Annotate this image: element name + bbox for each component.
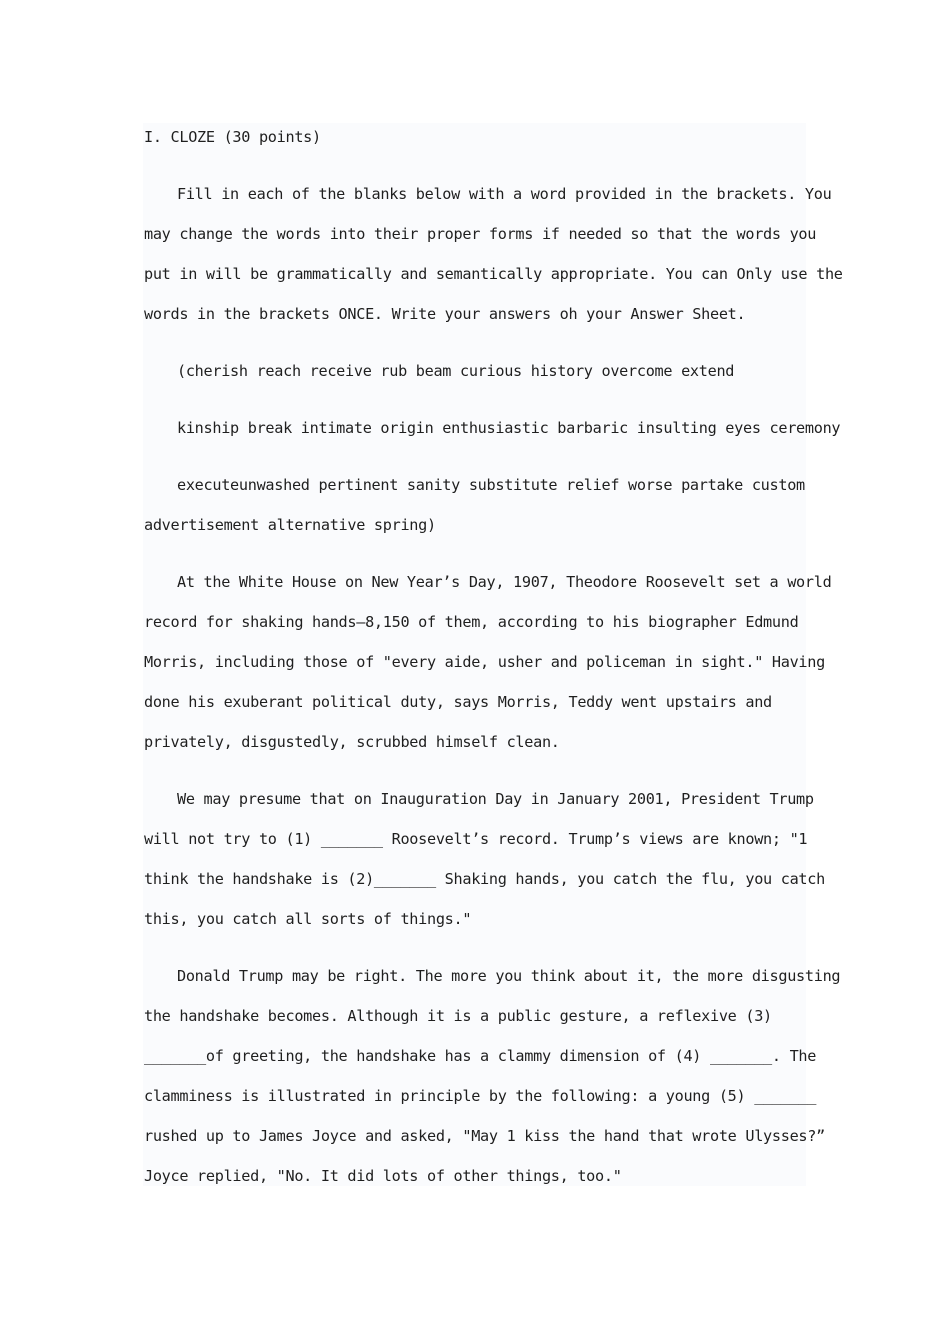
text-line: words in the brackets ONCE. Write your answers oh your Answer Sheet. [144,305,746,323]
text-line: Morris, including those of "every aide, usher and policeman in sight." Having [144,653,825,671]
text-line: may change the words into their proper forms if needed so that the words you [144,225,817,243]
text-line: this, you catch all sorts of things." [144,910,472,928]
text-line: advertisement alternative spring) [144,516,436,534]
instructions-paragraph [144,174,843,334]
word-bank-line-1 [144,351,812,391]
text-line: done his exuberant political duty, says Morris, Teddy went upstairs and [144,693,772,711]
paragraph-3 [144,956,841,1196]
text-line: clamminess is illustrated in principle by the following: a young (5) _______ [144,1087,817,1105]
text-line: will not try to (1) _______ Roosevelt’s record. Trump’s views are known; "1 [144,830,808,848]
word-bank-line-2 [144,408,841,448]
word-bank-line-3 [144,465,812,545]
text-line: (cherish reach receive rub beam curious history overcome extend [177,362,735,380]
text-line: think the handshake is (2)_______ Shaking hands, you catch the flu, you catch [144,870,825,888]
text-line: privately, disgustedly, scrubbed himself clean. [144,733,560,751]
text-line: _______of greeting, the handshake has a clammy dimension of (4) _______. The [144,1047,817,1065]
text-line: rushed up to James Joyce and asked, "May 1 kiss the hand that wrote Ulysses?” [144,1127,825,1145]
text-line: the handshake becomes. Although it is a public gesture, a reflexive (3) [144,1007,772,1025]
text-line: Joyce replied, "No. It did lots of other things, too." [144,1167,622,1185]
text-line: put in will be grammatically and semantically appropriate. You can Only use the [144,265,843,283]
text-line: record for shaking hands—8,150 of them, according to his biographer Edmund [144,613,799,631]
text-line: executeunwashed pertinent sanity substitute relief worse partake custom [177,476,805,494]
text-line: At the White House on New Year’s Day, 1907, Theodore Roosevelt set a world [177,573,832,591]
text-line: We may presume that on Inauguration Day in January 2001, President Trump [177,790,814,808]
text-line: Fill in each of the blanks below with a word provided in the brackets. You [177,185,832,203]
text-line: Donald Trump may be right. The more you think about it, the more disgusting [177,967,841,985]
paragraph-2 [144,779,825,939]
section-heading: I. CLOZE (30 points) [144,128,321,146]
paragraph-1 [144,562,832,762]
text-line: kinship break intimate origin enthusiastic barbaric insulting eyes ceremony [177,419,841,437]
